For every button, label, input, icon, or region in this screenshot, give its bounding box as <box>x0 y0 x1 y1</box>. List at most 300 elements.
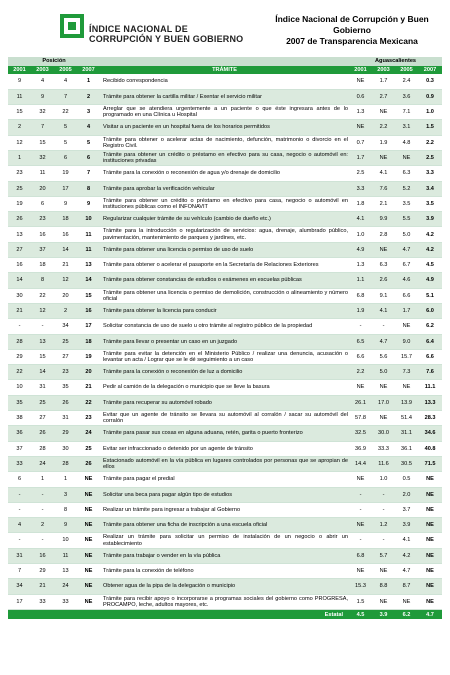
posicion-cell: 13 <box>31 334 54 349</box>
table-row <box>8 365 442 380</box>
value-cell: 34.6 <box>418 426 442 441</box>
logo-text <box>89 24 243 44</box>
table-row <box>8 89 442 104</box>
value-cell: NE <box>349 120 372 135</box>
tramite-cell: Realizar un trámite para solicitar un permiso de instalación de un negocio o abrir un establecimiento <box>100 533 349 548</box>
posicion-cell: - <box>8 487 31 502</box>
posicion-cell: 35 <box>54 380 77 395</box>
table-row <box>8 212 442 227</box>
posicion-cell: 30 <box>8 288 31 303</box>
value-cell: NE <box>395 594 418 609</box>
value-cell: 1.1 <box>349 273 372 288</box>
value-cell: NE <box>418 533 442 548</box>
posicion-cell: 2 <box>77 89 100 104</box>
table-row <box>8 548 442 563</box>
table-row <box>8 334 442 349</box>
header-row-years <box>8 66 442 74</box>
posicion-cell: 32 <box>31 105 54 120</box>
posicion-cell: 25 <box>31 395 54 410</box>
table-row <box>8 303 442 318</box>
year-header: 2001 <box>8 66 31 74</box>
value-cell: - <box>372 487 395 502</box>
posicion-cell: 5 <box>54 120 77 135</box>
value-cell: 1.2 <box>372 518 395 533</box>
posicion-cell: 27 <box>54 349 77 364</box>
posicion-cell: 23 <box>77 411 100 426</box>
total-value: 6.2 <box>395 609 418 619</box>
value-cell: 1.0 <box>372 472 395 487</box>
value-cell: NE <box>395 319 418 334</box>
posicion-cell: 27 <box>31 411 54 426</box>
tramite-cell: Trámite para recibir apoyo o incorporarse a programas sociales del gobierno como PROGRESA, PROCAMPO, leche, adultos mayores, etc. <box>100 594 349 609</box>
value-cell: 13.9 <box>395 395 418 410</box>
posicion-cell: 12 <box>31 303 54 318</box>
value-cell: 6.2 <box>418 319 442 334</box>
posicion-cell: 5 <box>77 135 100 150</box>
tramite-cell: Arreglar que se atendiera urgentemente a un paciente o que éste ingresara antes de lo programado en una Clínica u Hospital <box>100 105 349 120</box>
posicion-cell: 3 <box>77 105 100 120</box>
value-cell: 2.6 <box>372 273 395 288</box>
posicion-cell: 17 <box>8 594 31 609</box>
posicion-cell: 8 <box>31 273 54 288</box>
value-cell: - <box>349 319 372 334</box>
value-cell: 8.7 <box>395 579 418 594</box>
posicion-cell: 6 <box>8 472 31 487</box>
value-cell: 30.0 <box>372 426 395 441</box>
posicion-cell: 38 <box>8 411 31 426</box>
value-cell: NE <box>418 518 442 533</box>
posicion-cell: 13 <box>8 227 31 242</box>
posicion-cell: NE <box>77 533 100 548</box>
table-row <box>8 380 442 395</box>
posicion-cell: 21 <box>8 303 31 318</box>
value-cell: 2.1 <box>372 196 395 211</box>
posicion-cell: 9 <box>54 518 77 533</box>
value-cell: 6.8 <box>349 548 372 563</box>
value-cell: 11.1 <box>418 380 442 395</box>
tramite-cell: Trámite para llevar o presentar un caso en un juzgado <box>100 334 349 349</box>
table-row <box>8 288 442 303</box>
posicion-cell: 11 <box>54 548 77 563</box>
posicion-cell: 19 <box>8 196 31 211</box>
posicion-cell: 34 <box>8 579 31 594</box>
posicion-cell: 9 <box>54 196 77 211</box>
table-row <box>8 579 442 594</box>
tramite-cell: Trámite para obtener una licencia o permiso de uso de suelo <box>100 242 349 257</box>
ranking-table <box>8 57 442 619</box>
value-cell: 4.9 <box>418 273 442 288</box>
value-cell: 5.1 <box>418 288 442 303</box>
table-row <box>8 319 442 334</box>
value-cell: 1.7 <box>372 74 395 89</box>
posicion-cell: 36 <box>8 426 31 441</box>
posicion-cell: 14 <box>8 273 31 288</box>
total-value: 4.7 <box>418 609 442 619</box>
value-cell: 7.3 <box>395 365 418 380</box>
tramite-cell: Regularizar cualquier trámite de su vehículo (cambio de dueño etc.) <box>100 212 349 227</box>
tramite-cell: Solicitar una beca para pagar algún tipo de estudios <box>100 487 349 502</box>
table-row <box>8 349 442 364</box>
posicion-cell: 11 <box>77 227 100 242</box>
table-row <box>8 105 442 120</box>
value-cell: 7.1 <box>395 105 418 120</box>
posicion-cell: 20 <box>31 181 54 196</box>
posicion-cell: 7 <box>31 120 54 135</box>
posicion-cell: 16 <box>77 303 100 318</box>
posicion-cell: NE <box>77 518 100 533</box>
posicion-cell: 1 <box>77 74 100 89</box>
value-cell: 3.3 <box>418 166 442 181</box>
value-cell: 6.6 <box>395 288 418 303</box>
posicion-cell: 10 <box>54 533 77 548</box>
value-cell: 5.7 <box>372 548 395 563</box>
table-row <box>8 196 442 211</box>
value-cell: NE <box>395 380 418 395</box>
tramite-cell: Realizar un trámite para ingresar a trabajar al Gobierno <box>100 502 349 517</box>
posicion-cell: 22 <box>77 395 100 410</box>
value-cell: 14.4 <box>349 456 372 471</box>
posicion-cell: 23 <box>8 166 31 181</box>
posicion-cell: 24 <box>54 579 77 594</box>
posicion-cell: 5 <box>54 135 77 150</box>
value-cell: 4.7 <box>395 242 418 257</box>
posicion-cell: 13 <box>54 564 77 579</box>
table-row <box>8 120 442 135</box>
value-cell: NE <box>418 548 442 563</box>
value-cell: 3.6 <box>395 89 418 104</box>
posicion-cell: 29 <box>8 349 31 364</box>
value-cell: 17.0 <box>372 395 395 410</box>
tramite-cell: Trámite para obtener constancias de estudios o exámenes en escuelas públicas <box>100 273 349 288</box>
value-cell: NE <box>349 380 372 395</box>
value-cell: 8.8 <box>372 579 395 594</box>
estado-header: Aguascalientes <box>349 57 442 66</box>
value-cell: 3.3 <box>349 181 372 196</box>
value-cell: 2.5 <box>349 166 372 181</box>
posicion-cell: 12 <box>54 273 77 288</box>
posicion-cell: 26 <box>77 456 100 471</box>
value-cell: NE <box>418 472 442 487</box>
value-cell: 3.7 <box>395 502 418 517</box>
header-spacer <box>100 57 349 66</box>
posicion-cell: 31 <box>54 411 77 426</box>
tramite-cell: Trámite para pasar sus cosas en alguna aduana, retén, garita o puerto fronterizo <box>100 426 349 441</box>
value-cell: 3.5 <box>395 196 418 211</box>
posicion-cell: 20 <box>54 288 77 303</box>
posicion-cell: 24 <box>77 426 100 441</box>
value-cell: 2.2 <box>418 135 442 150</box>
tramite-cell: Trámite para la conexión de teléfono <box>100 564 349 579</box>
value-cell: 4.8 <box>395 135 418 150</box>
value-cell: 0.6 <box>349 89 372 104</box>
tramite-cell: Trámite para pagar el predial <box>100 472 349 487</box>
value-cell: - <box>349 533 372 548</box>
posicion-cell: NE <box>77 564 100 579</box>
value-cell: 13.3 <box>418 395 442 410</box>
tramite-cell: Trámite para trabajar o vender en la vía pública <box>100 548 349 563</box>
table-row <box>8 426 442 441</box>
table-row <box>8 441 442 456</box>
posicion-cell: 4 <box>54 74 77 89</box>
tramite-cell: Evitar que un agente de tránsito se llevara su automóvil al corralón / sacar su automóvil del corralón <box>100 411 349 426</box>
value-cell: 2.8 <box>372 227 395 242</box>
value-cell: 6.0 <box>418 303 442 318</box>
posicion-cell: 18 <box>77 334 100 349</box>
title-line-2: 2007 de Transparencia Mexicana <box>286 36 418 46</box>
tramite-cell: Visitar a un paciente en un hospital fuera de los horarios permitidos <box>100 120 349 135</box>
logo-line-2: CORRUPCIÓN Y BUEN GOBIERNO <box>89 34 244 44</box>
value-cell: 2.5 <box>418 150 442 165</box>
value-cell: 1.8 <box>349 196 372 211</box>
tramite-cell: Trámite para obtener o acelerar el pasaporte en la Secretaría de Relaciones Exteriores <box>100 258 349 273</box>
posicion-cell: 14 <box>54 242 77 257</box>
value-cell: 4.7 <box>395 564 418 579</box>
value-cell: NE <box>418 502 442 517</box>
table-row <box>8 518 442 533</box>
value-cell: 5.6 <box>372 349 395 364</box>
table-row <box>8 227 442 242</box>
posicion-cell: 26 <box>54 395 77 410</box>
posicion-cell: 23 <box>54 365 77 380</box>
tramite-cell: Trámite para la conexión o reconexión de luz a domicilio <box>100 365 349 380</box>
tramite-cell: Trámite para obtener un crédito o préstamo en efectivo para casa, negocio o automóvil en instituciones públicas como el INFONAVIT <box>100 196 349 211</box>
tramite-cell: Solicitar constancia de uso de suelo u otro trámite al registro público de la propiedad <box>100 319 349 334</box>
posicion-cell: 15 <box>77 288 100 303</box>
posicion-cell: 11 <box>31 166 54 181</box>
value-cell: 36.9 <box>349 441 372 456</box>
value-cell: 1.7 <box>395 303 418 318</box>
value-cell: 40.8 <box>418 441 442 456</box>
year-header: 2007 <box>77 66 100 74</box>
posicion-cell: 24 <box>31 456 54 471</box>
value-cell: 4.5 <box>418 258 442 273</box>
posicion-cell: 9 <box>31 89 54 104</box>
value-cell: 3.5 <box>418 196 442 211</box>
posicion-cell: 22 <box>8 365 31 380</box>
posicion-cell: 37 <box>31 242 54 257</box>
table-row <box>8 166 442 181</box>
posicion-cell: 29 <box>31 564 54 579</box>
tramite-cell: Trámite para obtener la cartilla militar / Exentar el servicio militar <box>100 89 349 104</box>
posicion-cell: 32 <box>31 150 54 165</box>
year-header: 2001 <box>349 66 372 74</box>
value-cell: 15.7 <box>395 349 418 364</box>
tramite-cell: Trámite para la conexión o reconexión de agua y/o drenaje de domicilio <box>100 166 349 181</box>
value-cell: 2.0 <box>395 487 418 502</box>
value-cell: 51.4 <box>395 411 418 426</box>
posicion-cell: 7 <box>8 564 31 579</box>
value-cell: 33.3 <box>372 441 395 456</box>
posicion-cell: 10 <box>77 212 100 227</box>
value-cell: 3.9 <box>395 518 418 533</box>
value-cell: 1.5 <box>418 120 442 135</box>
value-cell: NE <box>418 579 442 594</box>
tramite-cell: Recibido correspondencia <box>100 74 349 89</box>
value-cell: NE <box>349 472 372 487</box>
value-cell: NE <box>372 242 395 257</box>
tramite-cell: Obtener agua de la pipa de la delegación o municipio <box>100 579 349 594</box>
value-cell: 31.1 <box>395 426 418 441</box>
value-cell: 2.4 <box>395 74 418 89</box>
value-cell: 5.0 <box>372 365 395 380</box>
value-cell: 5.2 <box>395 181 418 196</box>
value-cell: 15.3 <box>349 579 372 594</box>
value-cell: - <box>349 487 372 502</box>
tramite-cell: Trámite para obtener un crédito o préstamo en efectivo para su casa, negocio o automóvil en: instituciones privadas <box>100 150 349 165</box>
value-cell: 6.5 <box>349 334 372 349</box>
value-cell: 4.2 <box>418 242 442 257</box>
table-row <box>8 533 442 548</box>
value-cell: 2.7 <box>372 89 395 104</box>
tramite-cell: Trámite para obtener una ficha de inscripción a una escuela oficial <box>100 518 349 533</box>
value-cell: 30.5 <box>395 456 418 471</box>
posicion-cell: 9 <box>8 74 31 89</box>
value-cell: - <box>372 533 395 548</box>
value-cell: 4.2 <box>395 548 418 563</box>
value-cell: 4.1 <box>349 212 372 227</box>
posicion-cell: 33 <box>31 594 54 609</box>
value-cell: 9.9 <box>372 212 395 227</box>
posicion-cell: 16 <box>31 227 54 242</box>
table-row <box>8 273 442 288</box>
posicion-cell: 4 <box>31 74 54 89</box>
posicion-cell: 17 <box>54 181 77 196</box>
table-row <box>8 564 442 579</box>
posicion-cell: 31 <box>31 380 54 395</box>
posicion-cell: 7 <box>77 166 100 181</box>
posicion-cell: 8 <box>77 181 100 196</box>
tramite-cell: Trámite para obtener una licencia o permiso de demolición, construcción o alineamiento y número oficial <box>100 288 349 303</box>
tramite-cell: Trámite para evitar la detención en el Ministerio Público / realizar una denuncia, acusación o levantar un acta / Lograr que se le dé seguimiento a un caso <box>100 349 349 364</box>
posicion-cell: 11 <box>77 242 100 257</box>
posicion-cell: 15 <box>31 349 54 364</box>
posicion-cell: 18 <box>31 258 54 273</box>
value-cell: 3.9 <box>418 212 442 227</box>
value-cell: 4.1 <box>395 533 418 548</box>
table-row <box>8 411 442 426</box>
posicion-cell: 6 <box>31 196 54 211</box>
value-cell: 6.3 <box>395 166 418 181</box>
value-cell: 5.0 <box>395 227 418 242</box>
posicion-cell: 6 <box>54 150 77 165</box>
table-row <box>8 242 442 257</box>
posicion-cell: 28 <box>31 441 54 456</box>
posicion-cell: 2 <box>8 120 31 135</box>
value-cell: NE <box>372 150 395 165</box>
value-cell: 2.2 <box>349 365 372 380</box>
posicion-cell: 28 <box>54 456 77 471</box>
posicion-cell: 16 <box>31 548 54 563</box>
table-row <box>8 135 442 150</box>
posicion-cell: 25 <box>8 181 31 196</box>
value-cell: NE <box>395 150 418 165</box>
year-header: 2003 <box>372 66 395 74</box>
posicion-cell: - <box>8 502 31 517</box>
posicion-cell: 3 <box>54 487 77 502</box>
posicion-cell: 6 <box>77 150 100 165</box>
posicion-cell: 33 <box>8 456 31 471</box>
value-cell: 4.1 <box>372 303 395 318</box>
posicion-cell: 12 <box>8 135 31 150</box>
posicion-header: Posición <box>8 57 100 66</box>
posicion-cell: NE <box>77 594 100 609</box>
posicion-cell: 23 <box>31 212 54 227</box>
posicion-cell: 33 <box>54 594 77 609</box>
posicion-cell: 21 <box>77 380 100 395</box>
posicion-cell: 14 <box>31 365 54 380</box>
posicion-cell: 31 <box>8 548 31 563</box>
value-cell: 11.6 <box>372 456 395 471</box>
tramite-cell: Trámite para obtener o acelerar actas de nacimiento, defunción, matrimonio o divorcio en el Registro Civil. <box>100 135 349 150</box>
value-cell: 1.3 <box>349 105 372 120</box>
year-header: 2005 <box>395 66 418 74</box>
value-cell: 9.0 <box>395 334 418 349</box>
value-cell: NE <box>372 411 395 426</box>
posicion-cell: 19 <box>54 166 77 181</box>
value-cell: NE <box>349 74 372 89</box>
value-cell: 26.1 <box>349 395 372 410</box>
posicion-cell: 19 <box>77 349 100 364</box>
posicion-cell: 25 <box>54 334 77 349</box>
year-header: 2003 <box>31 66 54 74</box>
value-cell: 7.6 <box>418 365 442 380</box>
value-cell: 4.9 <box>349 242 372 257</box>
posicion-cell: - <box>8 533 31 548</box>
value-cell: 0.5 <box>395 472 418 487</box>
posicion-cell: 9 <box>77 196 100 211</box>
posicion-cell: 16 <box>8 258 31 273</box>
value-cell: 3.4 <box>418 181 442 196</box>
tramite-cell: Trámite para recuperar su automóvil robado <box>100 395 349 410</box>
posicion-cell: 15 <box>8 105 31 120</box>
value-cell: 4.6 <box>395 273 418 288</box>
tramite-cell: Trámite para la introducción o regularización de servicios: agua, drenaje, alumbrado público, pavimentación, mantenimiento de parques y jardines, etc. <box>100 227 349 242</box>
value-cell: 1.9 <box>349 303 372 318</box>
table-row <box>8 74 442 89</box>
value-cell: 6.6 <box>418 349 442 364</box>
posicion-cell: 16 <box>54 227 77 242</box>
value-cell: 1.7 <box>349 150 372 165</box>
value-cell: 7.6 <box>372 181 395 196</box>
posicion-cell: 2 <box>54 303 77 318</box>
value-cell: 5.5 <box>395 212 418 227</box>
header-row-groups <box>8 57 442 66</box>
value-cell: 6.3 <box>372 258 395 273</box>
posicion-cell: 25 <box>77 441 100 456</box>
page-title <box>262 14 442 47</box>
logo-line-1: ÍNDICE NACIONAL DE <box>89 24 188 34</box>
value-cell: 4.7 <box>372 334 395 349</box>
value-cell: NE <box>372 564 395 579</box>
value-cell: 1.5 <box>349 594 372 609</box>
table-row <box>8 502 442 517</box>
value-cell: 32.5 <box>349 426 372 441</box>
posicion-cell: 4 <box>77 120 100 135</box>
posicion-cell: - <box>31 487 54 502</box>
posicion-cell: 17 <box>77 319 100 334</box>
value-cell: NE <box>372 105 395 120</box>
value-cell: NE <box>418 487 442 502</box>
posicion-cell: NE <box>77 487 100 502</box>
posicion-cell: 20 <box>77 365 100 380</box>
tramite-cell: Evitar ser infraccionado o detenido por un agente de tránsito <box>100 441 349 456</box>
value-cell: - <box>372 502 395 517</box>
value-cell: 4.1 <box>372 166 395 181</box>
posicion-cell: 34 <box>54 319 77 334</box>
value-cell: 36.1 <box>395 441 418 456</box>
posicion-cell: 35 <box>8 395 31 410</box>
posicion-cell: 21 <box>54 258 77 273</box>
